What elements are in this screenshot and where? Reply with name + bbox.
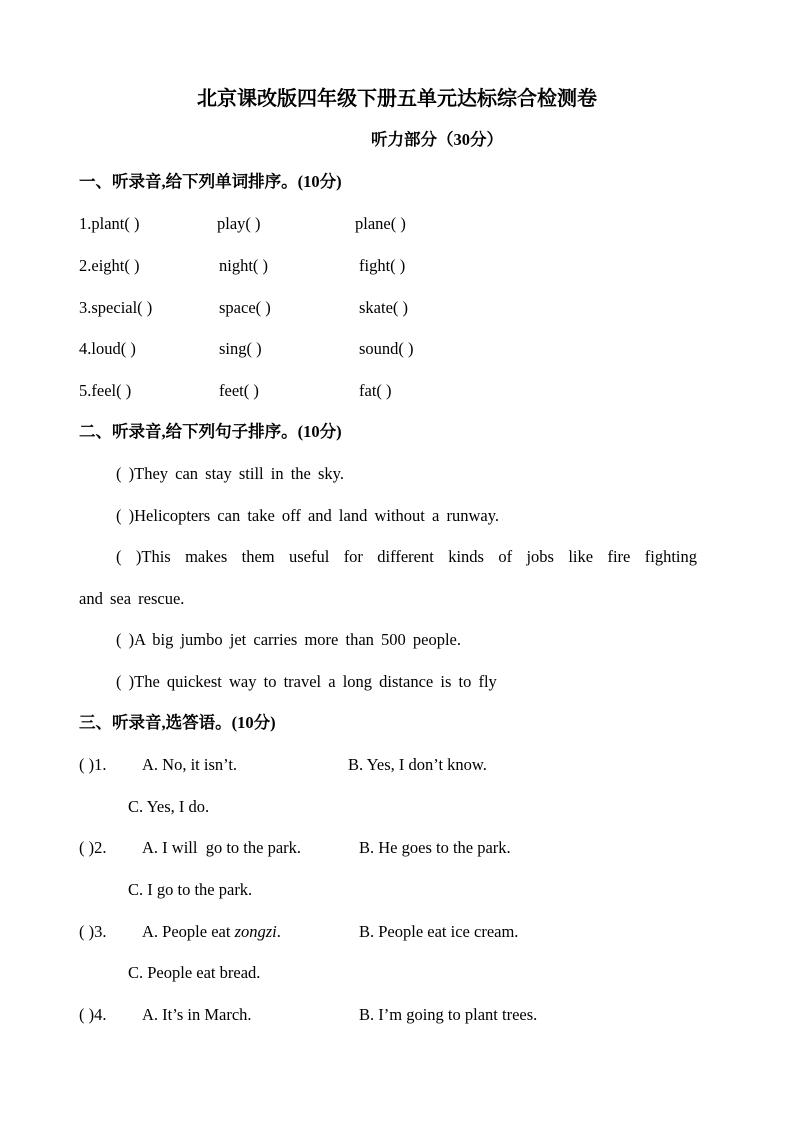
option-a: A. No, it isn’t. (142, 755, 238, 774)
page-title: 北京课改版四年级下册五单元达标综合检测卷 (197, 88, 597, 110)
option-a (142, 920, 281, 944)
word-item[interactable]: 2.eight( ) (79, 256, 140, 275)
option-a-text: A. People eat (142, 922, 235, 941)
word-item[interactable]: fight( ) (359, 256, 406, 275)
word-item[interactable]: skate( ) (359, 298, 409, 317)
option-b: B. He goes to the park. (359, 838, 511, 857)
answer-blank[interactable]: ( )1. (79, 755, 107, 774)
option-a-end: . (276, 922, 281, 941)
word-item[interactable]: 1.plant( ) (79, 214, 140, 233)
option-c: C. I go to the park. (128, 880, 253, 899)
sentence-continuation: and sea rescue. (79, 589, 185, 608)
word-item[interactable]: night( ) (219, 256, 269, 275)
word-item[interactable]: fat( ) (359, 381, 392, 400)
word-item[interactable]: play( ) (217, 214, 261, 233)
word-item[interactable]: 3.special( ) (79, 298, 153, 317)
sentence-item[interactable]: ( )The quickest way to travel a long distance is to fly (116, 672, 497, 691)
sentence-item[interactable]: ( )They can stay still in the sky. (116, 464, 344, 483)
word-item[interactable]: sing( ) (219, 339, 262, 358)
word-item[interactable]: 4.loud( ) (79, 339, 136, 358)
section3-heading: 三、听录音,选答语。(10分) (79, 713, 276, 732)
option-c: C. Yes, I do. (128, 797, 210, 816)
word-item[interactable]: feet( ) (219, 381, 259, 400)
sentence-item[interactable]: ( )Helicopters can take off and land without a runway. (116, 506, 499, 525)
answer-blank[interactable]: ( )3. (79, 922, 107, 941)
section2-heading: 二、听录音,给下列句子排序。(10分) (79, 422, 342, 441)
section1-heading: 一、听录音,给下列单词排序。(10分) (79, 172, 342, 191)
option-a: A. It’s in March. (142, 1005, 252, 1024)
option-b: B. I’m going to plant trees. (359, 1005, 538, 1024)
word-item[interactable]: 5.feel( ) (79, 381, 132, 400)
page-subtitle: 听力部分（30分） (371, 130, 503, 149)
word-item[interactable]: plane( ) (355, 214, 406, 233)
sentence-item[interactable]: ( )A big jumbo jet carries more than 500 people. (116, 630, 461, 649)
option-a-italic: zongzi (234, 922, 277, 941)
sentence-item[interactable]: ( )This makes them useful for different kinds of jobs like fire fighting (116, 547, 697, 566)
answer-blank[interactable]: ( )2. (79, 838, 107, 857)
option-b: B. Yes, I don’t know. (348, 755, 487, 774)
option-c: C. People eat bread. (128, 963, 261, 982)
answer-blank[interactable]: ( )4. (79, 1005, 107, 1024)
option-a: A. I will go to the park. (142, 838, 302, 857)
option-b: B. People eat ice cream. (359, 922, 519, 941)
word-item[interactable]: space( ) (219, 298, 271, 317)
word-item[interactable]: sound( ) (359, 339, 414, 358)
